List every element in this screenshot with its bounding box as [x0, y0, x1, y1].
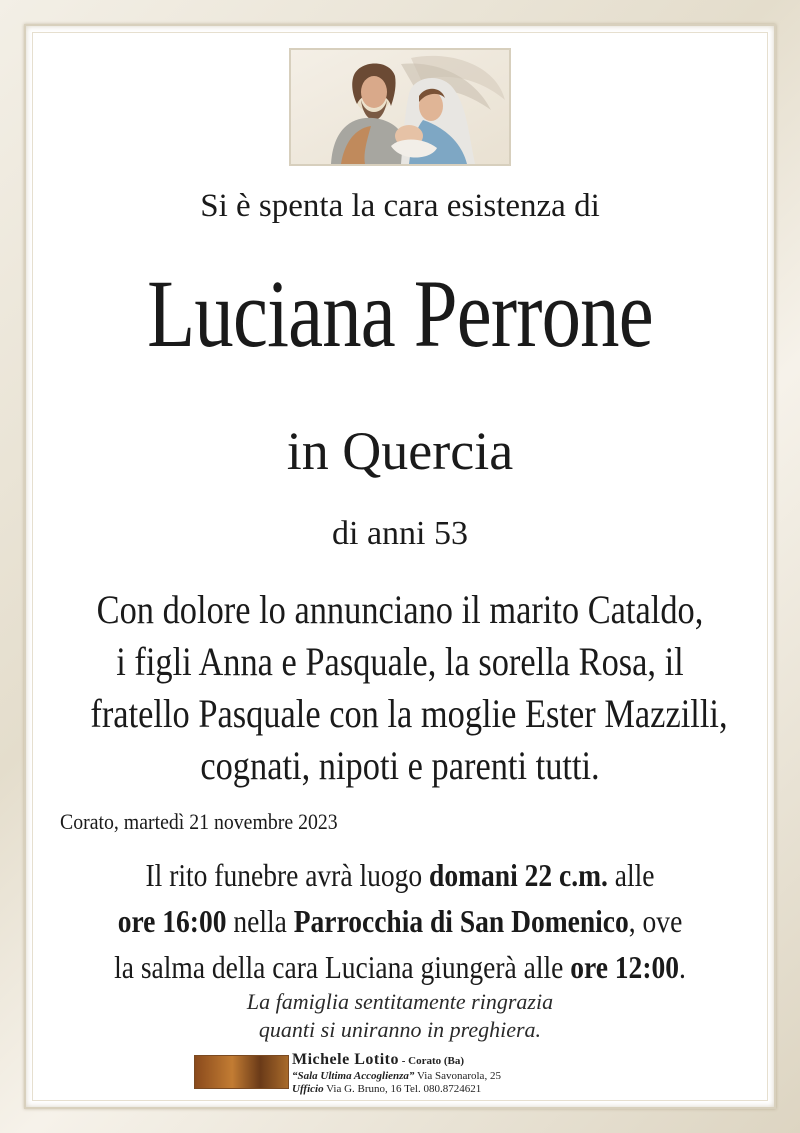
funeral-church: Parrocchia di San Domenico — [293, 903, 629, 939]
announcement-line: fratello Pasquale con la moglie Ester Mazzilli, — [90, 691, 728, 736]
agency-hall-address: Via Savonarola, 25 — [414, 1070, 501, 1082]
deceased-name: Luciana Perrone — [147, 260, 653, 367]
funeral-text: alle — [607, 857, 655, 893]
announcement-line: cognati, nipoti e parenti tutti. — [200, 743, 600, 788]
holy-family-image — [289, 48, 511, 166]
arrival-time: ore 12:00 — [570, 949, 680, 985]
agency-office-label: Ufficio — [292, 1083, 324, 1095]
married-name: in Quercia — [286, 421, 514, 481]
intro-text: Si è spenta la cara esistenza di — [200, 188, 600, 224]
thanks-text — [40, 988, 760, 1044]
agency-hall-line — [292, 1070, 612, 1083]
date-place: Corato, martedì 21 novembre 2023 — [60, 809, 338, 834]
funeral-text: la salma della cara Luciana giungerà alle — [114, 949, 571, 985]
funeral-text: Il rito funebre avrà luogo — [145, 857, 430, 893]
agency-hall-name: “Sala Ultima Accoglienza” — [292, 1070, 415, 1082]
funeral-details — [40, 852, 760, 990]
funeral-text: , ove — [628, 903, 683, 939]
agency-office-address: Via G. Bruno, 16 Tel. 080.8724621 — [323, 1083, 482, 1095]
agency-logo-image — [194, 1055, 289, 1089]
funeral-text: . — [679, 949, 686, 985]
agency-name-line — [292, 1051, 612, 1070]
funeral-line — [90, 852, 709, 898]
funeral-text: nella — [226, 903, 294, 939]
funeral-agency — [292, 1051, 612, 1096]
announcement — [40, 584, 760, 792]
funeral-line — [90, 898, 709, 944]
agency-location: - Corato (Ba) — [398, 1055, 465, 1067]
announcement-line: i figli Anna e Pasquale, la sorella Rosa, il — [116, 639, 684, 684]
thanks-line: La famiglia sentitamente ringrazia — [246, 989, 554, 1014]
funeral-date: domani 22 c.m. — [429, 857, 608, 893]
thanks-line: quanti si uniranno in preghiera. — [258, 1017, 542, 1042]
announcement-line: Con dolore lo annunciano il marito Cataldo, — [96, 587, 704, 632]
agency-office-line — [292, 1083, 612, 1096]
age-text: di anni 53 — [332, 515, 468, 552]
funeral-time: ore 16:00 — [117, 903, 227, 939]
funeral-line — [90, 944, 709, 990]
agency-name: Michele Lotito — [292, 1051, 399, 1068]
